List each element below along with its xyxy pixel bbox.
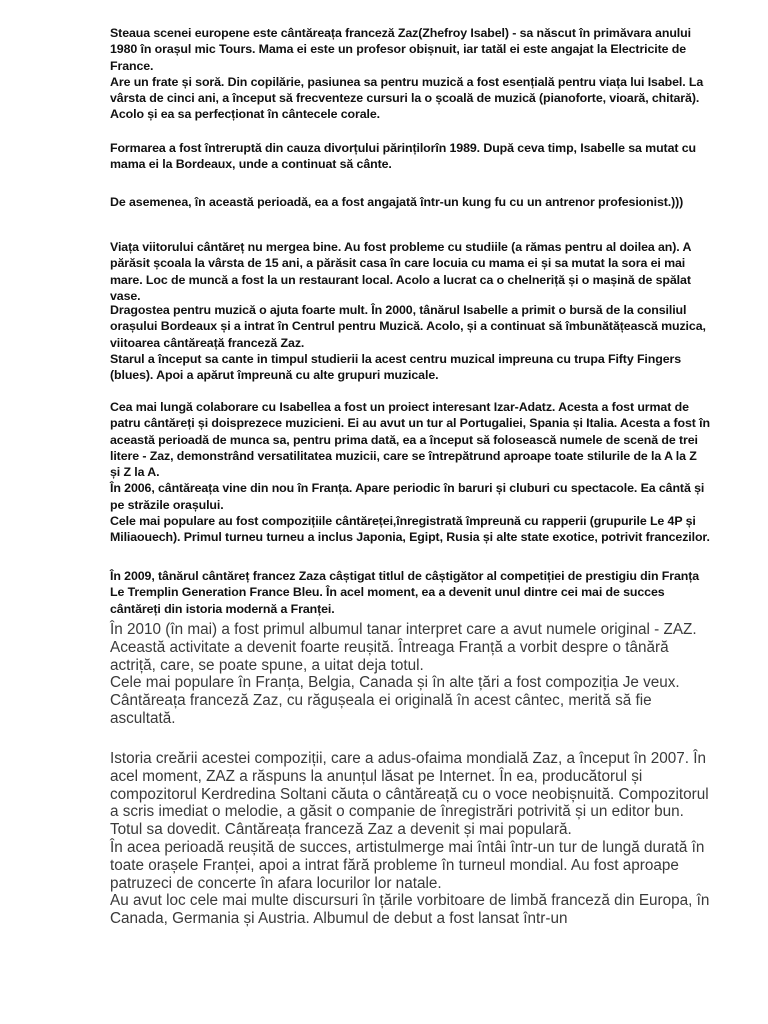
paragraph-biography-intro: Steaua scenei europene este cântăreața franceză Zaz(Zhefroy Isabel) - sa născut în primăvara anului 1980 în orașul mic Tours. Mama ei este un profesor obișnuit, iar tatăl ei este angajat la Electricite de France. Are un frate și soră. Din copilărie, pasiunea sa pentru muzică a fost esențială pentru viața lui Isabel. La vârsta de cinci ani, a început să frecventeze cursuri la o școală de muzică (pianoforte, vioară, chitară). Acolo și ea sa perfecționat în cântecele corale. <box>110 26 704 122</box>
paragraph-kung-fu: De asemenea, în această perioadă, ea a fost angajată într-un kung fu cu un antrenor profesionist.))) <box>110 195 684 209</box>
paragraph-divorce: Formarea a fost întreruptă din cauza divorțului părințilorîn 1989. După ceva timp, Isabelle sa mutat cu mama ei la Bordeaux, unde a continuat să cânte. <box>110 141 696 172</box>
paragraph-school-troubles: Viața viitorului cântăreț nu mergea bine. Au fost probleme cu studiile (a rămas pentru al doilea an). A părăsit școala la vârsta de 15 ani, a părăsit casa în care locuia cu mama ei și sa mutat la sora ei mai mare. Loc de muncă a fost la un restaurant local. Acolo a lucrat ca o chelneriță și o mașină de spălat vase. <box>110 240 691 303</box>
paragraph-izar-adatz: Cea mai lungă colaborare cu Isabellea a fost un proiect interesant Izar-Adatz. Acesta a fost urmat de patru cântăreți și doisprezece muzicieni. Ei au avut un tur al Portugaliei, Spania și Italia. Acesta a fost în această perioadă de munca sa, pentru prima dată, ea a început să folosească numele de scenă de trei litere - Zaz, demonstrând versatilitatea muzicii, care se întrepătrund aproape toate stilurile de la A la Z și Z la A. În 2006, cântăreața vine din nou în Franța. Apare periodic în baruri și cluburi cu spectacole. Ea cântă și pe străzile orașului. Cele mai populare au fost compozițiile cântăreței,înregistrată împreună cu rapperii (grupurile Le 4P și Miliaouech). Primul turneu turneu a inclus Japonia, Egipt, Rusia și alte state exotice, potrivit francezilor. <box>110 400 710 545</box>
paragraph-music-scholarship: Dragostea pentru muzică o ajuta foarte mult. În 2000, tânărul Isabelle a primit o bursă de la consiliul orașului Bordeaux și a intrat în Centrul pentru Muzică. Acolo, și a continuat să îmbunătățească muzica, viitoarea cântăreață franceză Zaz. Starul a început sa cante in timpul studierii la acest centru muzical impreuna cu trupa Fifty Fingers (blues). Apoi a apărut împreună cu alte grupuri muzicale. <box>110 303 706 383</box>
paragraph-tremplin-2009: În 2009, tânărul cântăreț francez Zaza câștigat titlul de câștigător al competiției de prestigiu din Franța Le Tremplin Generation France Bleu. În acel moment, ea a devenit unul dintre cei mai de succes cântăreți din istoria modernă a Franței. <box>110 569 700 616</box>
paragraph-je-veux-history: Istoria creării acestei compoziții, care a adus-ofaima mondială Zaz, a început în 2007. În acel moment, ZAZ a răspuns la anunțul lăsat pe Internet. În ea, producătorul și compozitorul Kerdredina Soltani căuta o cântăreață cu o voce neobișnuită. Compozitorul a scris imediat o melodie, a găsit o companie de înregistrări potrivită și un editor bun. Totul sa dovedit. Cântăreața franceză Zaz a devenit și mai populară. În acea perioadă reușită de succes, artistulmerge mai întâi într-un tur de lungă durată în toate orașele Franței, apoi a intrat fără probleme în turneul mondial. Au fost aproape patruzeci de concerte în afara locurilor lor natale. Au avut loc cele mai multe discursuri în țările vorbitoare de limbă franceză din Europa, în Canada, Germania și Austria. Albumul de debut a fost lansat într-un <box>110 750 710 928</box>
paragraph-first-album: În 2010 (în mai) a fost primul albumul tanar interpret care a avut numele original - ZAZ. Această activitate a devenit foarte reușită. Întreaga Franță a vorbit despre o tânără actriță, care, se poate spune, a uitat deja totul. Cele mai populare în Franța, Belgia, Canada și în alte țări a fost compoziția Je veux. Cântăreața franceză Zaz, cu răgușeala ei originală în acest cântec, merită să fie ascultată. <box>110 621 697 727</box>
